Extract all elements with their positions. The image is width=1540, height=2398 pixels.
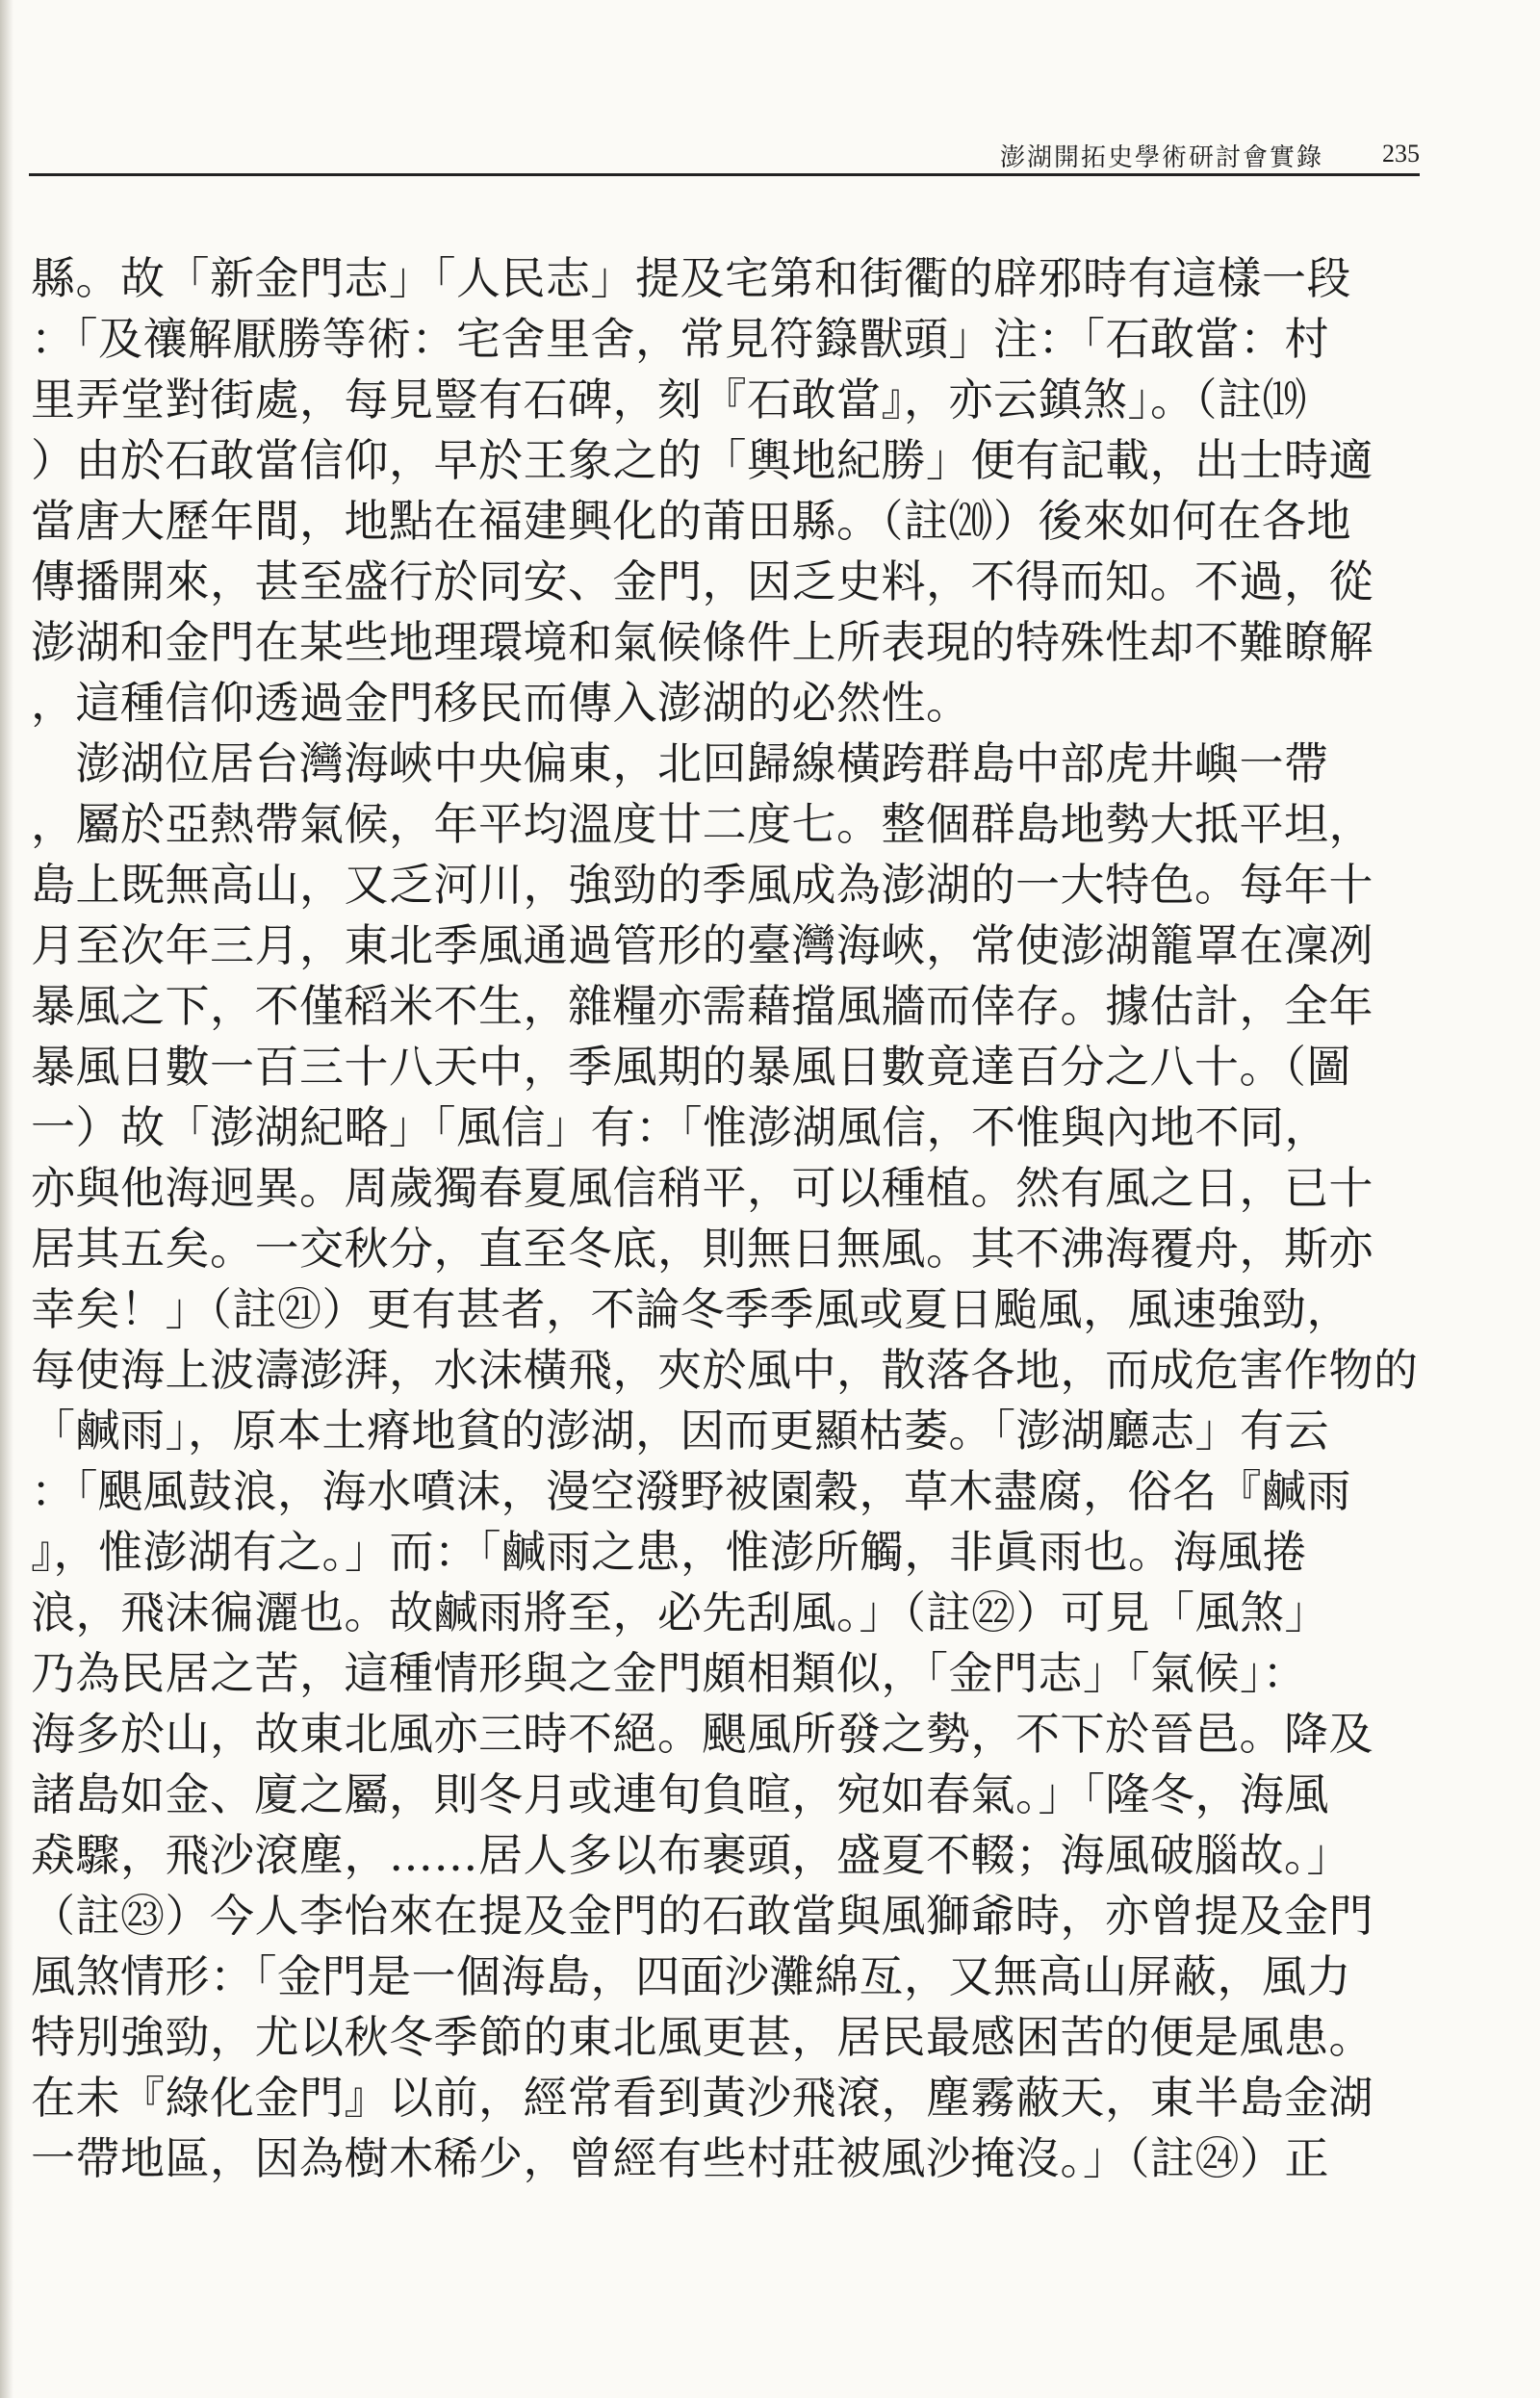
text-line: 每使海上波濤澎湃，水沫橫飛，夾於風中，散落各地，而成危害作物的 — [31, 1344, 1419, 1396]
text-line: 亦與他海迥異。周歲獨春夏風信稍平，可以種植。然有風之日，已十 — [31, 1162, 1373, 1214]
text-line: 里弄堂對街處，每見豎有石碑，刻『石敢當』，亦云鎮煞」。（註⒆ — [31, 374, 1307, 425]
text-line: 縣。故「新金門志」「人民志」提及宅第和街衢的辟邪時有這樣一段 — [31, 252, 1351, 304]
text-line: 乃為民居之苦，這種情形與之金門頗相類似，「金門志」「氣候」： — [31, 1647, 1307, 1699]
text-line: 暴風之下，不僅稻米不生，雜糧亦需藉擋風牆而倖存。據估計，全年 — [31, 980, 1373, 1032]
text-line: 諸島如金、廈之屬，則冬月或連旬負暄，宛如春氣。」「隆冬，海風 — [31, 1768, 1329, 1820]
text-line: 「鹹雨」，原本土瘠地貧的澎湖，因而更顯枯萎。「澎湖廳志」有云 — [31, 1405, 1329, 1457]
text-line: 浪，飛沫徧灑也。故鹹雨將至，必先刮風。」（註㉒）可見「風煞」 — [31, 1586, 1329, 1638]
text-line: ，這種信仰透過金門移民而傳入澎湖的必然性。 — [31, 677, 971, 729]
text-line: 月至次年三月，東北季風通過管形的臺灣海峽，常使澎湖籠罩在凜冽 — [31, 919, 1373, 971]
text-line: 暴風日數一百三十八天中，季風期的暴風日數竟達百分之八十。（圖 — [31, 1041, 1351, 1093]
header-rule — [29, 173, 1420, 176]
text-line: 島上既無高山，又乏河川，強勁的季風成為澎湖的一大特色。每年十 — [31, 859, 1373, 911]
text-line: 當唐大歷年間，地點在福建興化的莆田縣。（註⒇）後來如何在各地 — [31, 495, 1351, 547]
text-line: ，屬於亞熱帶氣候，年平均溫度廿二度七。整個群島地勢大抵平坦， — [31, 798, 1373, 850]
text-line: 猋驟，飛沙滾塵，……居人多以布裹頭，盛夏不輟；海風破腦故。」 — [31, 1829, 1351, 1881]
text-line: 澎湖位居台灣海峽中央偏東，北回歸線橫跨群島中部虎井嶼一帶 — [31, 737, 1329, 789]
text-line: 在未『綠化金門』以前，經常看到黃沙飛滾，塵霧蔽天，東半島金湖 — [31, 2072, 1373, 2124]
text-line: 風煞情形：「金門是一個海島，四面沙灘綿亙，又無高山屏蔽，風力 — [31, 1950, 1351, 2002]
text-line: ：「颶風鼓浪，海水噴沫，漫空潑野被園穀，草木盡腐，俗名『鹹雨 — [31, 1465, 1351, 1517]
page-spine-shadow — [0, 0, 13, 2398]
text-line: ）由於石敢當信仰，早於王象之的「輿地紀勝」便有記載，出士時適 — [31, 434, 1373, 486]
text-line: 特別強勁，尤以秋冬季節的東北風更甚，居民最感困苦的便是風患。 — [31, 2011, 1373, 2063]
body-text — [31, 248, 1426, 2189]
text-line: 澎湖和金門在某些地理環境和氣候條件上所表現的特殊性却不難瞭解 — [31, 616, 1373, 668]
text-line: 一帶地區，因為樹木稀少，曾經有些村莊被風沙掩沒。」（註㉔）正 — [31, 2132, 1329, 2184]
text-line: 傳播開來，甚至盛行於同安、金門，因乏史料，不得而知。不過，從 — [31, 555, 1373, 607]
text-line: 居其五矣。一交秋分，直至冬底，則無日無風。其不沸海覆舟，斯亦 — [31, 1223, 1373, 1275]
text-line: （註㉓）今人李怡來在提及金門的石敢當與風獅爺時，亦曾提及金門 — [31, 1890, 1373, 1942]
text-line: 一）故「澎湖紀略」「風信」有：「惟澎湖風信，不惟與內地不同， — [31, 1101, 1329, 1153]
text-line: ：「及禳解厭勝等術：宅舍里舍，常見符籙獸頭」注：「石敢當：村 — [31, 313, 1329, 365]
running-header — [29, 130, 1420, 176]
page-number: 235 — [1382, 140, 1420, 168]
text-line: 海多於山，故東北風亦三時不絕。颶風所發之勢，不下於晉邑。降及 — [31, 1708, 1373, 1760]
running-header-title: 澎湖開拓史學術研討會實錄 — [999, 143, 1323, 172]
text-line: 』，惟澎湖有之。」而：「鹹雨之患，惟澎所觸，非眞雨也。海風捲 — [31, 1526, 1307, 1578]
text-line: 幸矣！」（註㉑）更有甚者，不論冬季季風或夏日颱風，風速強勁， — [31, 1283, 1351, 1335]
